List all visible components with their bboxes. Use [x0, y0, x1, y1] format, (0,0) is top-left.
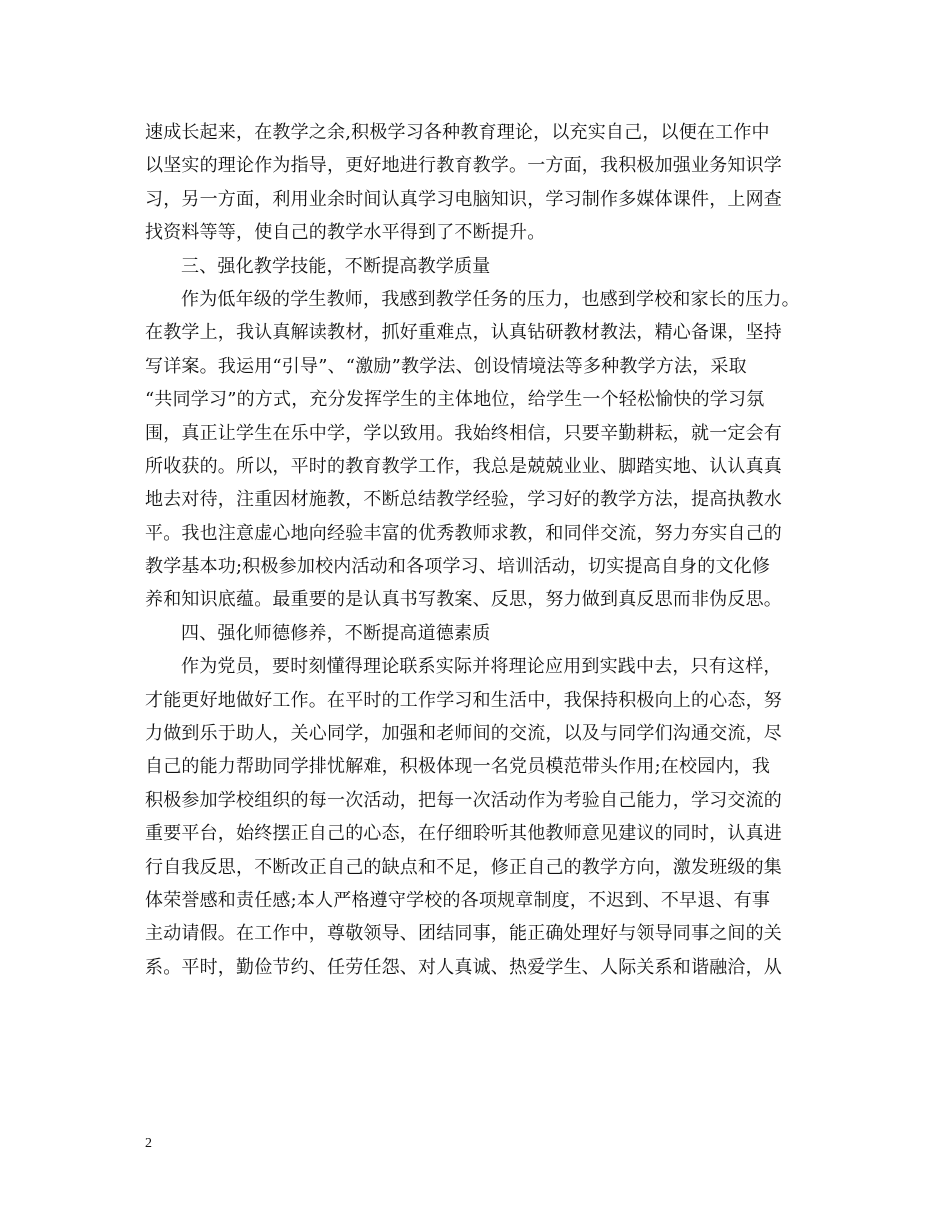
text-line: 找资料等等，使自己的教学水平得到了不断提升。	[145, 222, 546, 244]
text-line: 养和知识底蕴。最重要的是认真书写教案、反思，努力做到真反思而非伪反思。	[145, 589, 782, 611]
text-line: 围，真正让学生在乐中学，学以致用。我始终相信，只要辛勤耕耘，就一定会有	[145, 422, 782, 444]
text-line: 自己的能力帮助同学排忧解难，积极体现一名党员模范带头作用;在校园内，我	[145, 756, 771, 778]
text-line: 重要平台，始终摆正自己的心态，在仔细聆听其他教师意见建议的同时，认真进	[145, 823, 782, 845]
text-line: 以坚实的理论作为指导，更好地进行教育教学。一方面，我积极加强业务知识学	[145, 155, 782, 177]
text-line: 教学基本功;积极参加校内活动和各项学习、培训活动，切实提高自身的文化修	[145, 556, 771, 578]
text-line: 在教学上，我认真解读教材，抓好重难点，认真钻研教材教法，精心备课，坚持	[145, 322, 782, 344]
paragraph-heading-or-start-line: 三、强化教学技能，不断提高教学质量	[181, 255, 491, 277]
text-line: 主动请假。在工作中，尊敬领导、团结同事，能正确处理好与领导同事之间的关	[145, 923, 782, 945]
page-number: 2	[145, 1136, 152, 1151]
text-line: 体荣誉感和责任感;本人严格遵守学校的各项规章制度，不迟到、不早退、有事	[145, 889, 771, 911]
text-line: 系。平时，勤俭节约、任劳任怨、对人真诚、热爱学生、人际关系和谐融洽，从	[145, 956, 782, 978]
text-line: 力做到乐于助人，关心同学，加强和老师间的交流，以及与同学们沟通交流，尽	[145, 723, 782, 745]
text-line: 写详案。我运用“引导”、“激励”教学法、创设情境法等多种教学方法，采取	[145, 355, 747, 377]
paragraph-heading-or-start-line: 作为低年级的学生教师，我感到教学任务的压力，也感到学校和家长的压力。	[181, 288, 800, 310]
paragraph-heading-or-start-line: 作为党员，要时刻懂得理论联系实际并将理论应用到实践中去，只有这样，	[181, 656, 782, 678]
text-line: “共同学习”的方式，充分发挥学生的主体地位，给学生一个轻松愉快的学习氛	[145, 389, 765, 411]
text-line: 平。我也注意虚心地向经验丰富的优秀教师求教，和同伴交流，努力夯实自己的	[145, 522, 782, 544]
paragraph-heading-or-start-line: 四、强化师德修养，不断提高道德素质	[181, 622, 491, 644]
text-line: 地去对待，注重因材施教，不断总结教学经验，学习好的教学方法，提高执教水	[145, 489, 782, 511]
document-body	[145, 116, 825, 984]
text-line: 才能更好地做好工作。在平时的工作学习和生活中，我保持积极向上的心态，努	[145, 689, 782, 711]
text-line: 习，另一方面，利用业余时间认真学习电脑知识，学习制作多媒体课件，上网查	[145, 188, 782, 210]
text-line: 速成长起来，在教学之余,积极学习各种教育理论，以充实自己，以便在工作中	[145, 122, 770, 143]
text-line: 所收获的。所以，平时的教育教学工作，我总是兢兢业业、脚踏实地、认认真真	[145, 455, 782, 477]
text-line: 行自我反思，不断改正自己的缺点和不足，修正自己的教学方向，激发班级的集	[145, 856, 782, 878]
text-line: 积极参加学校组织的每一次活动，把每一次活动作为考验自己能力，学习交流的	[145, 789, 782, 811]
